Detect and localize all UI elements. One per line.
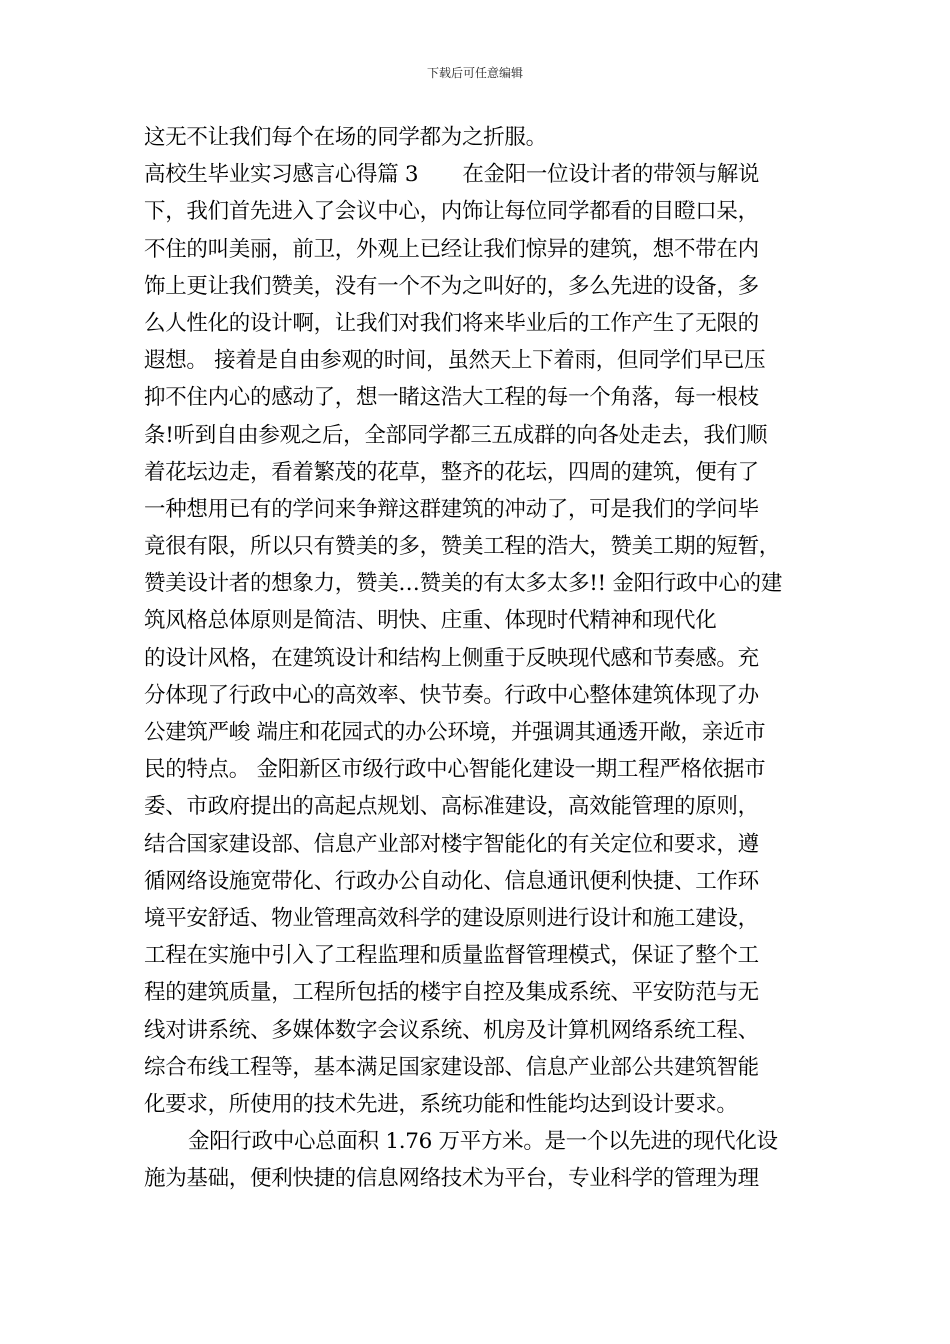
text-line: 一种想用已有的学问来争辩这群建筑的冲动了，可是我们的学问毕 (144, 496, 759, 522)
paragraph-2-line (144, 1123, 809, 1160)
text-line: 竟很有限，所以只有赞美的多，赞美工程的浩大，赞美工期的短暂， (144, 534, 781, 560)
text-line: 条!听到自由参观之后，全部同学都三五成群的向各处走去，我们顺 (144, 422, 768, 448)
text-line: 么人性化的设计啊，让我们对我们将来毕业后的工作产生了无限的 (144, 310, 759, 336)
text-line: 循网络设施宽带化、行政办公自动化、信息通讯便利快捷、工作环 (144, 868, 759, 894)
text-line: 线对讲系统、多媒体数字会议系统、机房及计算机网络系统工程、 (144, 1017, 759, 1043)
text-line: 民的特点。 金阳新区市级行政中心智能化建设一期工程严格依据市 (144, 757, 766, 783)
text-line: 遐想。 接着是自由参观的时间，虽然天上下着雨，但同学们早已压 (144, 348, 766, 374)
text-line: 不住的叫美丽，前卫，外观上已经让我们惊异的建筑，想不带在内 (144, 236, 759, 262)
text-line: 化要求，所使用的技术先进，系统功能和性能均达到设计要求。 (144, 1091, 738, 1117)
text-line: 委、市政府提出的高起点规划、高标准建设，高效能管理的原则， (144, 794, 759, 820)
text-line: 赞美设计者的想象力，赞美…赞美的有太多太多!! 金阳行政中心的建 (144, 571, 783, 597)
section-text-start: 在金阳一位设计者的带领与解说 (462, 162, 760, 188)
text-line: 程的建筑质量，工程所包括的楼宇自控及集成系统、平安防范与无 (144, 980, 759, 1006)
paragraph-2-text: 金阳行政中心总面积 1.76 万平方米。是一个以先进的现代化设 (188, 1129, 778, 1155)
text-line: 这无不让我们每个在场的同学都为之折服。 (144, 125, 547, 150)
heading-line (144, 156, 809, 193)
section-title: 高校生毕业实习感言心得篇 3 (144, 162, 419, 188)
text-line: 的设计风格，在建筑设计和结构上侧重于反映现代感和节奏感。充 (144, 645, 759, 671)
text-line: 饰上更让我们赞美，没有一个不为之叫好的，多么先进的设备，多 (144, 273, 759, 299)
text-line: 分体现了行政中心的高效率、快节奏。行政中心整体建筑体现了办 (144, 682, 759, 708)
text-line: 着花坛边走，看着繁茂的花草，整齐的花坛，四周的建筑，便有了 (144, 459, 759, 485)
document-body (144, 119, 809, 1197)
text-line: 境平安舒适、物业管理高效科学的建设原则进行设计和施工建设， (144, 905, 759, 931)
text-line: 公建筑严峻 端庄和花园式的办公环境，并强调其通透开敞，亲近市 (144, 720, 766, 745)
text-line: 结合国家建设部、信息产业部对楼宇智能化的有关定位和要求，遵 (144, 831, 759, 857)
text-line: 下，我们首先进入了会议中心，内饰让每位同学都看的目瞪口呆， (144, 199, 759, 225)
text-line: 工程在实施中引入了工程监理和质量监督管理模式，保证了整个工 (144, 943, 759, 969)
page-header: 下载后可任意编辑 (426, 66, 523, 80)
text-line: 综合布线工程等，基本满足国家建设部、信息产业部公共建筑智能 (144, 1054, 759, 1080)
text-line: 筑风格总体原则是简洁、明快、庄重、体现时代精神和现代化 (144, 608, 717, 634)
text-line: 抑不住内心的感动了，想一睹这浩大工程的每一个角落，每一根枝 (144, 385, 759, 411)
paragraph-2-line: 施为基础，便利快捷的信息网络技术为平台，专业科学的管理为理 (144, 1166, 759, 1192)
